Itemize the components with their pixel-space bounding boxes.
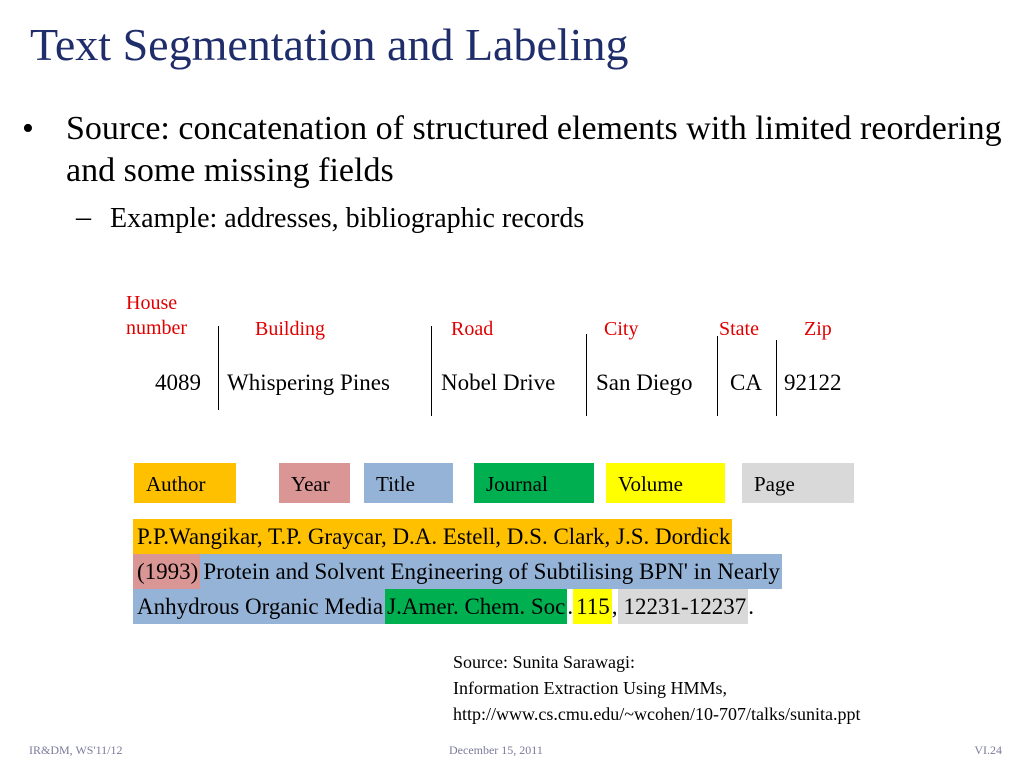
bib-journal: J.Amer. Chem. Soc	[385, 589, 567, 624]
sub-bullet-text: Example: addresses, bibliographic records	[110, 203, 585, 234]
label-house-number	[126, 291, 187, 341]
source-line1: Source: Sunita Sarawagi:	[453, 652, 635, 672]
label-house-line1: House	[126, 292, 178, 314]
label-state: State	[719, 318, 759, 340]
footer-course: IR&DM, WS'11/12	[29, 743, 123, 757]
source-line2: Information Extraction Using HMMs,	[453, 678, 727, 698]
bib-year: (1993)	[133, 554, 200, 589]
address-state: CA	[730, 370, 762, 395]
address-road: Nobel Drive	[441, 370, 556, 395]
label-zip: Zip	[804, 318, 832, 340]
bib-record	[133, 519, 782, 624]
bib-title-part2: Anhydrous Organic Media	[133, 589, 385, 624]
tag-title: Title	[364, 463, 453, 503]
separator-line	[776, 340, 777, 416]
source-url: http://www.cs.cmu.edu/~wcohen/10-707/talks/sunita.ppt	[453, 704, 861, 724]
bib-separator: .	[567, 594, 574, 619]
bib-title-part1: Protein and Solvent Engineering of Subtilising BPN' in Nearly	[200, 554, 782, 589]
tag-volume: Volume	[606, 463, 725, 503]
separator-line	[218, 326, 219, 410]
address-building: Whispering Pines	[227, 370, 390, 395]
tag-journal: Journal	[474, 463, 594, 503]
bib-volume: 115	[573, 589, 612, 624]
address-zip: 92122	[784, 370, 842, 395]
footer-slide-number: VI.24	[974, 743, 1002, 757]
tag-author: Author	[134, 463, 236, 503]
bib-page: 12231-12237	[618, 589, 749, 624]
bib-separator: ,	[611, 594, 618, 619]
slide-title: Text Segmentation and Labeling	[30, 19, 629, 70]
label-city: City	[604, 318, 639, 340]
label-building: Building	[255, 318, 326, 340]
address-house: 4089	[155, 370, 201, 395]
sub-bullet-marker: –	[76, 200, 91, 233]
bib-line	[133, 589, 782, 624]
separator-line	[717, 336, 718, 416]
bib-separator: .	[748, 594, 754, 619]
tag-year: Year	[279, 463, 350, 503]
bib-author: P.P.Wangikar, T.P. Graycar, D.A. Estell, D.S. Clark, J.S. Dordick	[133, 519, 732, 554]
footer-date: December 15, 2011	[449, 743, 543, 757]
bib-line	[133, 554, 782, 589]
separator-line	[431, 326, 432, 416]
tag-page: Page	[742, 463, 854, 503]
address-city: San Diego	[596, 370, 693, 395]
source-citation	[453, 649, 861, 727]
label-house-line2: number	[126, 317, 188, 339]
bullet-text: Source: concatenation of structured elements with limited reordering and some missing fields	[66, 110, 1002, 189]
bib-line	[133, 519, 782, 554]
bullet-marker: •	[22, 110, 34, 147]
label-road: Road	[451, 318, 494, 340]
separator-line	[586, 334, 587, 416]
